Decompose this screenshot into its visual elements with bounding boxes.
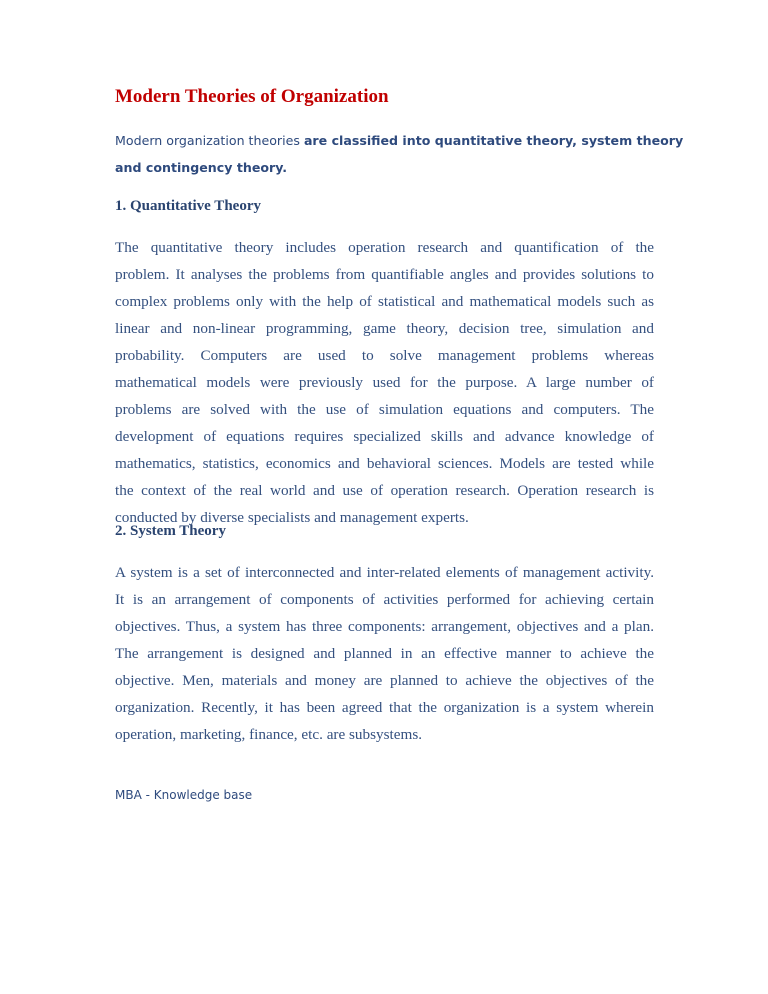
paragraph-line: linear and non-linear programming, game theory, decision tree, simulation and — [115, 320, 654, 337]
intro-plain-text: Modern organization theories — [115, 133, 304, 148]
footer-text: MBA - Knowledge base — [115, 788, 253, 802]
paragraph-line: probability. Computers are used to solve management problems whereas — [115, 347, 654, 364]
intro-line — [115, 127, 684, 154]
quantitative-theory-paragraph — [115, 234, 654, 531]
paragraph-line: the context of the real world and use of operation research. Operation research is — [115, 482, 654, 499]
paragraph-line: organization. Recently, it has been agreed that the organization is a system wherein — [115, 699, 654, 716]
paragraph-line: A system is a set of interconnected and inter-related elements of management activity. — [115, 564, 654, 581]
paragraph-line: It is an arrangement of components of activities performed for achieving certain — [115, 591, 654, 608]
system-theory-paragraph — [115, 559, 654, 748]
paragraph-line: problems are solved with the use of simulation equations and computers. The — [115, 401, 654, 418]
paragraph-line: The arrangement is designed and planned in an effective manner to achieve the — [115, 645, 654, 662]
paragraph-line: conducted by diverse specialists and management experts. — [115, 509, 469, 526]
section-heading-quantitative: 1. Quantitative Theory — [115, 198, 261, 214]
paragraph-line: The quantitative theory includes operation research and quantification of the — [115, 239, 654, 256]
paragraph-line: mathematical models were previously used for the purpose. A large number of — [115, 374, 654, 391]
paragraph-line: problem. It analyses the problems from quantifiable angles and provides solutions to — [115, 266, 654, 283]
paragraph-line: objectives. Thus, a system has three components: arrangement, objectives and a plan. — [115, 618, 654, 635]
intro-bold-text: and contingency theory. — [115, 160, 288, 175]
intro-bold-text: are classified into quantitative theory, system theory — [303, 133, 684, 148]
section-heading-system: 2. System Theory — [115, 523, 226, 539]
intro-paragraph — [115, 127, 684, 181]
paragraph-line: objective. Men, materials and money are planned to achieve the objectives of the — [115, 672, 654, 689]
paragraph-line: complex problems only with the help of statistical and mathematical models such as — [115, 293, 654, 310]
document-title: Modern Theories of Organization — [115, 86, 389, 107]
paragraph-line: mathematics, statistics, economics and behavioral sciences. Models are tested while — [115, 455, 654, 472]
paragraph-line: development of equations requires specialized skills and advance knowledge of — [115, 428, 654, 445]
paragraph-line: operation, marketing, finance, etc. are subsystems. — [115, 726, 423, 743]
